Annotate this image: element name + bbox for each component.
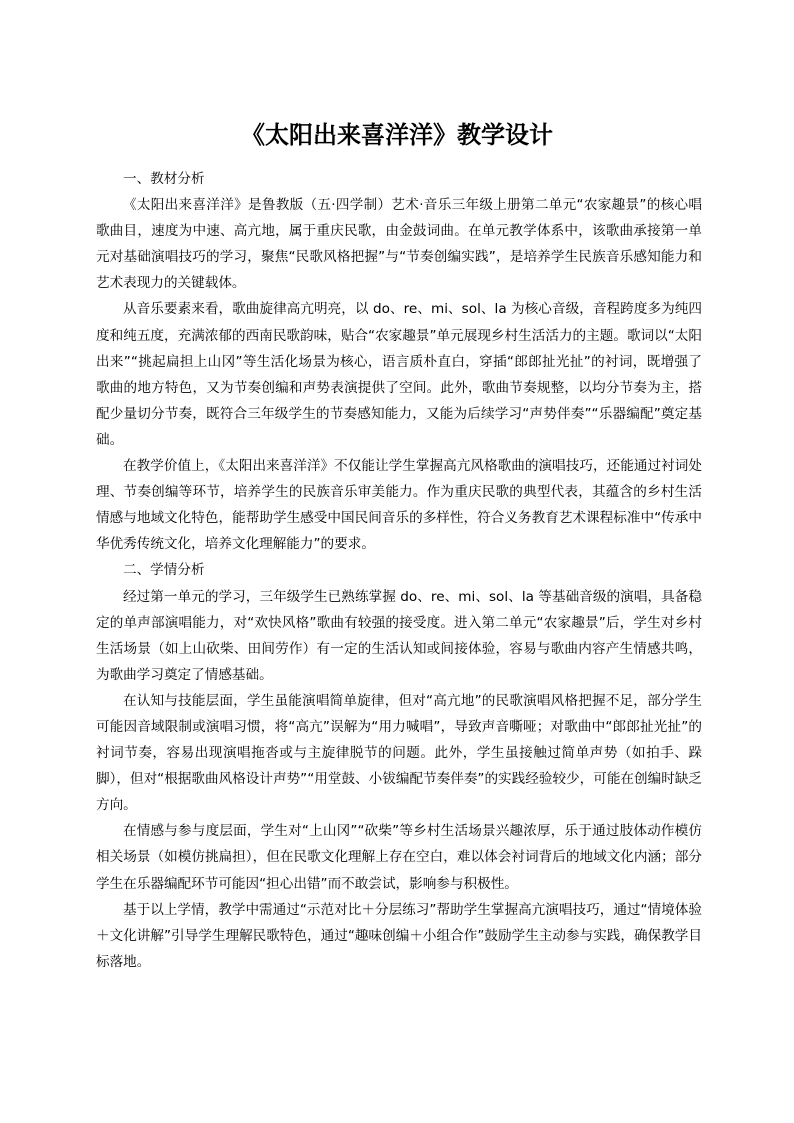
document-body <box>96 166 702 975</box>
paragraph: 从音乐要素来看，歌曲旋律高亢明亮，以 do、re、mi、sol、la 为核心音级，音程跨度多为纯四度和纯五度，充满浓郁的西南民歌韵味，贴合“农家趣景”单元展现乡村生活活力的主题。歌词以“太阳出来”“挑起扁担上山冈”等生活化场景为核心，语言质朴直白，穿插“郎郎扯光扯”的衬词，既增强了歌曲的地方特色，又为节奏创编和声势表演提供了空间。此外，歌曲节奏规整，以均分节奏为主，搭配少量切分节奏，既符合三年级学生的节奏感知能力，又能为后续学习“声势伴奏”“乐器编配”奠定基础。 <box>96 301 702 448</box>
paragraph: 在认知与技能层面，学生虽能演唱简单旋律，但对“高亢地”的民歌演唱风格把握不足，部分学生可能因音域限制或演唱习惯，将“高亢”误解为“用力喊唱”，导致声音嘶哑；对歌曲中“郎郎扯光扯”的衬词节奏，容易出现演唱拖沓或与主旋律脱节的问题。此外，学生虽接触过简单声势（如拍手、跺脚），但对“根据歌曲风格设计声势”“用堂鼓、小钹编配节奏伴奏”的实践经验较少，可能在创编时缺乏方向。 <box>96 692 702 814</box>
paragraph: 《太阳出来喜洋洋》是鲁教版（五·四学制）艺术·音乐三年级上册第二单元“农家趣景”的核心唱歌曲目，速度为中速、高亢地，属于重庆民歌，由金鼓词曲。在单元教学体系中，该歌曲承接第一单元对基础演唱技巧的学习，聚焦“民歌风格把握”与“节奏创编实践”，是培养学生民族音乐感知能力和艺术表现力的关键载体。 <box>96 197 702 292</box>
paragraph: 在教学价值上，《太阳出来喜洋洋》不仅能让学生掌握高亢风格歌曲的演唱技巧，还能通过衬词处理、节奏创编等环节，培养学生的民族音乐审美能力。作为重庆民歌的典型代表，其蕴含的乡村生活情感与地域文化特色，能帮助学生感受中国民间音乐的多样性，符合义务教育艺术课程标准中“传承中华优秀传统文化，培养文化理解能力”的要求。 <box>96 458 702 553</box>
section-student-analysis <box>96 557 702 975</box>
paragraph: 在情感与参与度层面，学生对“上山冈”“砍柴”等乡村生活场景兴趣浓厚，乐于通过肢体动作模仿相关场景（如模仿挑扁担），但在民歌文化理解上存在空白，难以体会衬词背后的地域文化内涵；部分学生在乐器编配环节可能因“担心出错”而不敢尝试，影响参与积极性。 <box>96 823 702 892</box>
paragraph: 基于以上学情，教学中需通过“示范对比＋分层练习”帮助学生掌握高亢演唱技巧，通过“情境体验＋文化讲解”引导学生理解民歌特色，通过“趣味创编＋小组合作”鼓励学生主动参与实践，确保教学目标落地。 <box>96 901 702 970</box>
paragraph: 经过第一单元的学习，三年级学生已熟练掌握 do、re、mi、sol、la 等基础音级的演唱，具备稳定的单声部演唱能力，对“欢快风格”歌曲有较强的接受度。进入第二单元“农家趣景”后，学生对乡村生活场景（如上山砍柴、田间劳作）有一定的生活认知或间接体验，容易与歌曲内容产生情感共鸣，为歌曲学习奠定了情感基础。 <box>96 588 702 683</box>
section-heading: 一、教材分析 <box>123 171 205 187</box>
section-textbook-analysis <box>96 166 702 557</box>
document-title: 《太阳出来喜洋洋》教学设计 <box>241 121 553 149</box>
section-heading: 二、学情分析 <box>123 562 205 579</box>
